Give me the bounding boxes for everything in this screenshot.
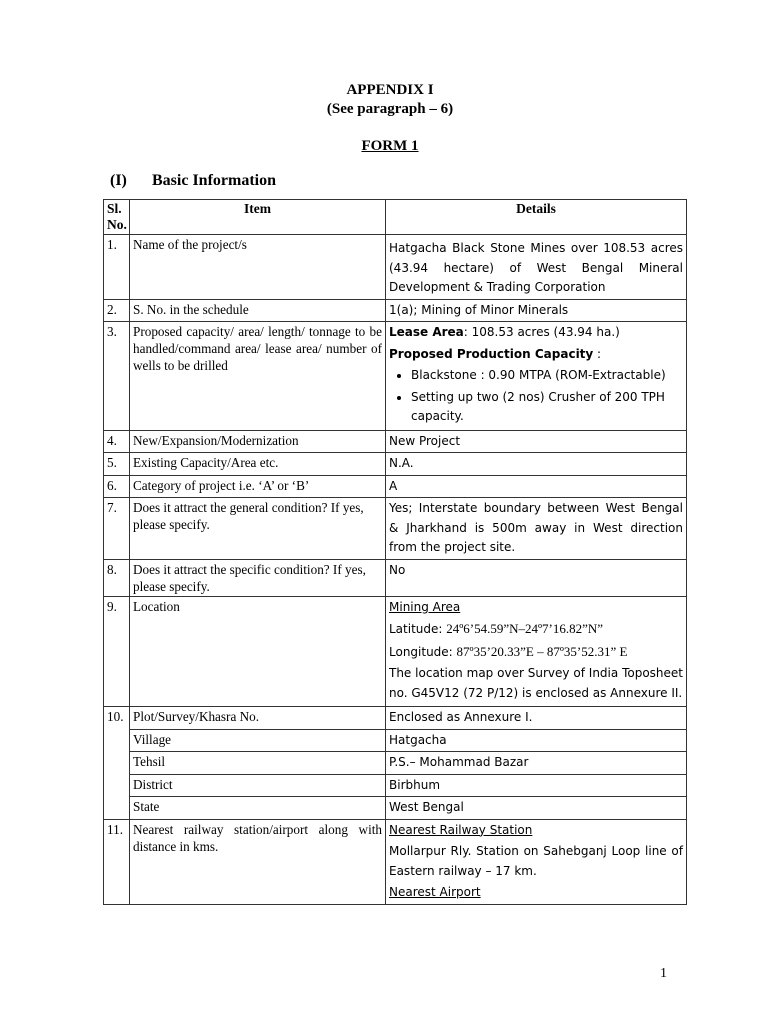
- row-details: 1(a); Mining of Minor Minerals: [386, 299, 687, 322]
- row-details: [386, 322, 687, 431]
- tehsil-value: P.S.– Mohammad Bazar: [386, 752, 687, 775]
- railway-station-detail: Mollarpur Rly. Station on Sahebganj Loop line of Eastern railway – 17 km.: [389, 844, 683, 878]
- row-details: [386, 819, 687, 904]
- table-row: [104, 752, 687, 775]
- list-item: • Setting up two (2 nos) Crusher of 200 TPH capacity.: [411, 388, 683, 427]
- capacity-list: [389, 366, 683, 427]
- row-item: Name of the project/s: [130, 235, 386, 300]
- row-item: Location: [130, 596, 386, 707]
- latitude-label: Latitude:: [389, 622, 447, 636]
- tehsil-label: Tehsil: [130, 752, 386, 775]
- table-row: [104, 559, 687, 596]
- row-details: New Project: [386, 430, 687, 453]
- longitude-label: Longitude:: [389, 644, 457, 659]
- table-row: [104, 453, 687, 476]
- production-capacity-label: Proposed Production Capacity: [389, 346, 594, 361]
- production-capacity: [389, 345, 683, 365]
- row-details: [386, 596, 687, 707]
- latitude: [389, 619, 683, 640]
- table-header-row: [104, 200, 687, 235]
- section-title: Basic Information: [152, 172, 276, 189]
- table-row: [104, 797, 687, 820]
- row-details: No: [386, 559, 687, 596]
- table-row: [104, 430, 687, 453]
- mining-area-label: Mining Area: [389, 599, 461, 614]
- row-details: Hatgacha Black Stone Mines over 108.53 acres (43.94 hectare) of West Bengal Mineral Development & Trading Corporation: [386, 235, 687, 300]
- table-row: [104, 475, 687, 498]
- row-item: New/Expansion/Modernization: [130, 430, 386, 453]
- table-row: [104, 498, 687, 560]
- district-value: Birbhum: [386, 774, 687, 797]
- row-sl: 3.: [104, 322, 130, 431]
- row-sl: 2.: [104, 299, 130, 322]
- row-item: Category of project i.e. ‘A’ or ‘B’: [130, 475, 386, 498]
- district-label: District: [130, 774, 386, 797]
- section-heading: [110, 172, 276, 190]
- state-label: State: [130, 797, 386, 820]
- location-map-note: The location map over Survey of India Toposheet no. G45V12 (72 P/12) is enclosed as Annexure II.: [389, 666, 683, 700]
- page-number: 1: [660, 966, 667, 981]
- table-row: [104, 235, 687, 300]
- lease-area: [389, 323, 683, 343]
- section-number: (I): [110, 172, 127, 189]
- row-item: Nearest railway station/airport along with distance in kms.: [130, 819, 386, 904]
- paragraph-reference: (See paragraph – 6): [326, 101, 454, 117]
- table-row: [104, 299, 687, 322]
- row-sl: 8.: [104, 559, 130, 596]
- table-row: [104, 596, 687, 707]
- row-sl: 1.: [104, 235, 130, 300]
- lease-area-value: : 108.53 acres (43.94 ha.): [463, 325, 620, 339]
- row-item: Proposed capacity/ area/ length/ tonnage to be handled/command area/ lease area/ number of wells to be drilled: [130, 322, 386, 431]
- airport-label: Nearest Airport: [389, 885, 481, 899]
- state-value: West Bengal: [386, 797, 687, 820]
- latitude-value: 24º6’54.59”N–24º7’16.82”N”: [446, 621, 604, 636]
- table-row: [104, 322, 687, 431]
- basic-information-table: [103, 199, 687, 905]
- appendix-title: APPENDIX I: [346, 82, 434, 98]
- row-sl: 9.: [104, 596, 130, 707]
- row-item: S. No. in the schedule: [130, 299, 386, 322]
- row-sl: 10.: [104, 707, 130, 820]
- table-row: [104, 774, 687, 797]
- longitude-value: 87º35’20.33”E – 87º35’52.31” E: [456, 643, 628, 659]
- table-row: [104, 819, 687, 904]
- row-details: A: [386, 475, 687, 498]
- village-value: Hatgacha: [386, 729, 687, 752]
- row-sl: 4.: [104, 430, 130, 453]
- railway-station-label: Nearest Railway Station: [389, 822, 533, 837]
- form-title: FORM 1: [361, 138, 419, 154]
- row-details: N.A.: [386, 453, 687, 476]
- header-item: Item: [130, 200, 386, 235]
- list-item: • Blackstone : 0.90 MTPA (ROM-Extractable): [411, 366, 683, 386]
- row-sl: 6.: [104, 475, 130, 498]
- row-sl: 11.: [104, 819, 130, 904]
- row-details: Enclosed as Annexure I.: [386, 707, 687, 730]
- header-sl-no: Sl. No.: [104, 200, 130, 235]
- row-item: Does it attract the general condition? If yes, please specify.: [130, 498, 386, 560]
- longitude: [389, 642, 683, 663]
- table-row: [104, 707, 687, 730]
- row-item: Existing Capacity/Area etc.: [130, 453, 386, 476]
- row-item: Plot/Survey/Khasra No.: [130, 707, 386, 730]
- row-sl: 7.: [104, 498, 130, 560]
- row-sl: 5.: [104, 453, 130, 476]
- row-details: Yes; Interstate boundary between West Bengal & Jharkhand is 500m away in West direction from the project site.: [386, 498, 687, 560]
- lease-area-label: Lease Area: [389, 325, 464, 339]
- production-capacity-colon: :: [593, 346, 602, 361]
- row-item: Does it attract the specific condition? If yes, please specify.: [130, 559, 386, 596]
- village-label: Village: [130, 729, 386, 752]
- table-row: [104, 729, 687, 752]
- header-details: Details: [386, 200, 687, 235]
